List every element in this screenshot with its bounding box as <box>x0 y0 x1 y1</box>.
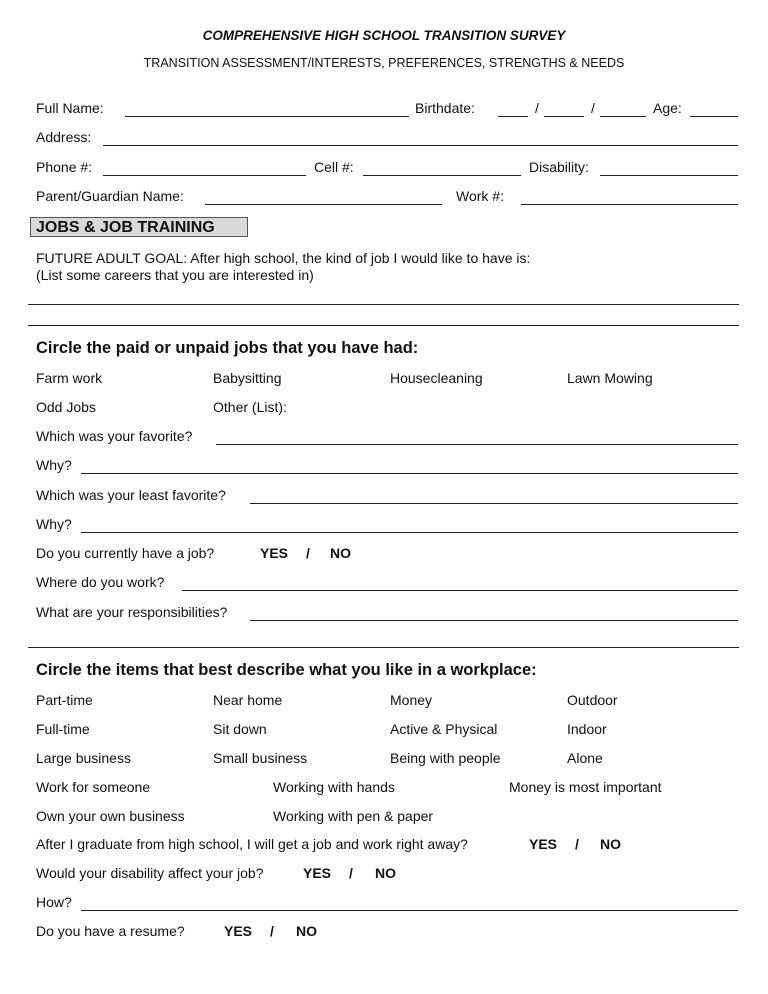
option-full-time[interactable]: Full-time <box>36 721 90 737</box>
yes-option[interactable]: YES <box>529 836 558 852</box>
yes-option[interactable]: YES <box>260 545 289 561</box>
after-grad-question: After I graduate from high school, I will get a job and work right away? <box>36 836 468 852</box>
option-part-time[interactable]: Part-time <box>36 692 93 708</box>
section-divider <box>28 647 739 648</box>
resume-question: Do you have a resume? <box>36 923 185 939</box>
birth-day-field[interactable] <box>544 116 584 117</box>
yes-option[interactable]: YES <box>303 865 332 881</box>
future-goal-hint: (List some careers that you are interested in) <box>36 267 314 283</box>
why-label: Why? <box>36 457 72 473</box>
option-active-physical[interactable]: Active & Physical <box>390 721 498 737</box>
option-money[interactable]: Money <box>390 692 433 708</box>
option-farm-work[interactable]: Farm work <box>36 370 103 386</box>
where-work-label: Where do you work? <box>36 574 165 590</box>
birth-month-field[interactable] <box>498 116 528 117</box>
parent-field[interactable] <box>205 204 442 205</box>
phone-field[interactable] <box>103 175 306 176</box>
option-pen-paper[interactable]: Working with pen & paper <box>273 808 434 824</box>
why-label: Why? <box>36 516 72 532</box>
birthdate-label: Birthdate: <box>415 100 475 116</box>
option-odd-jobs[interactable]: Odd Jobs <box>36 399 96 415</box>
no-option[interactable]: NO <box>600 836 621 852</box>
least-favorite-field[interactable] <box>250 503 738 504</box>
option-working-with-hands[interactable]: Working with hands <box>273 779 395 795</box>
responsibilities-field[interactable] <box>250 620 738 621</box>
answer-slash: / <box>349 865 353 881</box>
full-name-label: Full Name: <box>36 100 104 116</box>
cell-field[interactable] <box>363 175 521 176</box>
answer-slash: / <box>270 923 274 939</box>
goal-answer-line[interactable] <box>28 304 739 305</box>
age-field[interactable] <box>690 116 738 117</box>
yes-option[interactable]: YES <box>224 923 253 939</box>
cell-label: Cell #: <box>314 159 354 175</box>
birth-year-field[interactable] <box>600 116 646 117</box>
disability-field[interactable] <box>600 175 738 176</box>
disability-affect-question: Would your disability affect your job? <box>36 865 264 881</box>
option-sit-down[interactable]: Sit down <box>213 721 267 737</box>
least-favorite-label: Which was your least favorite? <box>36 487 226 503</box>
date-slash: / <box>535 100 539 116</box>
workplace-heading: Circle the items that best describe what you like in a workplace: <box>36 661 537 679</box>
option-work-for-someone[interactable]: Work for someone <box>36 779 151 795</box>
phone-label: Phone #: <box>36 159 93 175</box>
page-subtitle: TRANSITION ASSESSMENT/INTERESTS, PREFERENCES, STRENGTHS & NEEDS <box>143 56 625 70</box>
option-money-most-important[interactable]: Money is most important <box>509 779 662 795</box>
how-field[interactable] <box>81 910 738 911</box>
option-large-business[interactable]: Large business <box>36 750 131 766</box>
option-outdoor[interactable]: Outdoor <box>567 692 618 708</box>
how-label: How? <box>36 894 72 910</box>
option-other[interactable]: Other (List): <box>213 399 287 415</box>
full-name-field[interactable] <box>125 116 409 117</box>
option-alone[interactable]: Alone <box>567 750 603 766</box>
page-title: COMPREHENSIVE HIGH SCHOOL TRANSITION SURVEY <box>202 28 566 43</box>
address-field[interactable] <box>103 145 738 146</box>
option-small-business[interactable]: Small business <box>213 750 308 766</box>
option-housecleaning[interactable]: Housecleaning <box>390 370 483 386</box>
option-indoor[interactable]: Indoor <box>567 721 607 737</box>
option-babysitting[interactable]: Babysitting <box>213 370 282 386</box>
where-work-field[interactable] <box>182 590 738 591</box>
no-option[interactable]: NO <box>330 545 351 561</box>
parent-label: Parent/Guardian Name: <box>36 188 184 204</box>
responsibilities-label: What are your responsibilities? <box>36 604 228 620</box>
answer-slash: / <box>306 545 310 561</box>
disability-label: Disability: <box>529 159 589 175</box>
address-label: Address: <box>36 129 92 145</box>
option-being-with-people[interactable]: Being with people <box>390 750 501 766</box>
work-phone-field[interactable] <box>521 204 738 205</box>
no-option[interactable]: NO <box>296 923 317 939</box>
why-field[interactable] <box>81 532 738 533</box>
option-near-home[interactable]: Near home <box>213 692 283 708</box>
date-slash: / <box>591 100 595 116</box>
answer-slash: / <box>575 836 579 852</box>
favorite-label: Which was your favorite? <box>36 428 193 444</box>
section-divider <box>28 325 739 326</box>
future-goal-text: FUTURE ADULT GOAL: After high school, the kind of job I would like to have is: <box>36 250 531 266</box>
no-option[interactable]: NO <box>375 865 396 881</box>
option-lawn-mowing[interactable]: Lawn Mowing <box>567 370 653 386</box>
current-job-label: Do you currently have a job? <box>36 545 215 561</box>
age-label: Age: <box>653 100 682 116</box>
work-phone-label: Work #: <box>456 188 504 204</box>
why-field[interactable] <box>81 473 738 474</box>
past-jobs-heading: Circle the paid or unpaid jobs that you have had: <box>36 339 419 357</box>
option-own-business[interactable]: Own your own business <box>36 808 185 824</box>
favorite-field[interactable] <box>216 444 738 445</box>
section-heading-jobs: JOBS & JOB TRAINING <box>30 217 248 237</box>
